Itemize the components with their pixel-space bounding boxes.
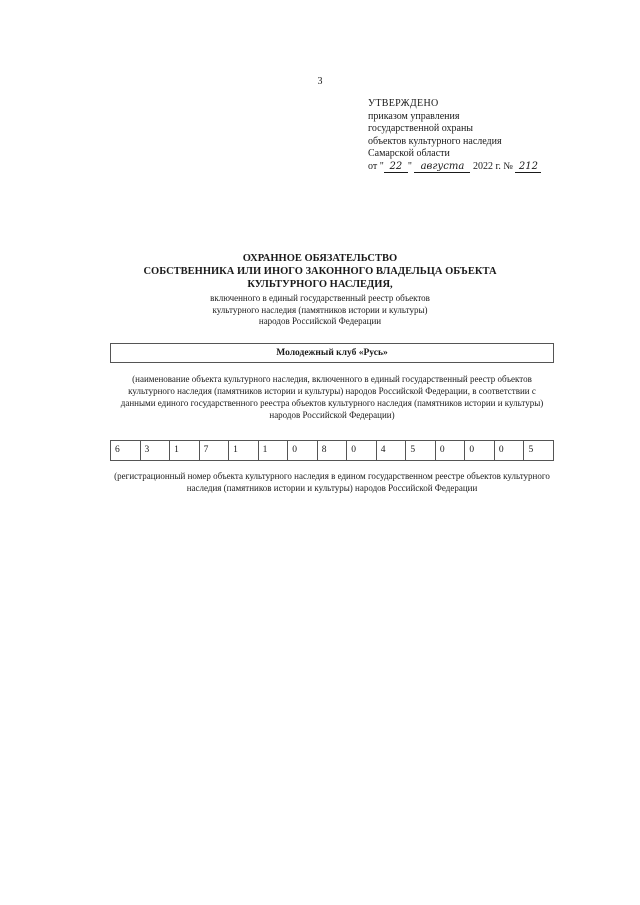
reg-digit-cell: 7 <box>200 441 230 460</box>
approval-line: приказом управления <box>368 110 460 122</box>
handwritten-day: 22 <box>384 162 408 173</box>
page-number: 3 <box>317 76 323 87</box>
handwritten-month: августа <box>414 162 470 173</box>
approval-line: объектов культурного наследия <box>368 135 502 147</box>
object-name-box: Молодежный клуб «Русь» <box>110 343 554 363</box>
object-name-caption: (наименование объекта культурного наследия, включенного в единый государственный реестр объектов культурного наследия (памятников истории и культуры) народов Российской Федерации, в соответствии с данными единого государственного реестра объектов культурного наследия (памятников истории и культуры) народов Российской Федерации) <box>120 374 544 420</box>
reg-digit-cell: 1 <box>259 441 289 460</box>
approval-line: государственной охраны <box>368 123 474 134</box>
year-text: 2022 г. № <box>472 160 513 172</box>
reg-digit-cell: 3 <box>141 441 171 460</box>
subtitle-line: включенного в единый государственный реестр объектов <box>210 293 430 303</box>
subtitle-line: народов Российской Федерации <box>258 316 382 326</box>
reg-digit-cell: 0 <box>465 441 495 460</box>
title-line: ОХРАННОЕ ОБЯЗАТЕЛЬСТВО <box>242 253 398 264</box>
approval-heading: УТВЕРЖДЕНО <box>368 98 439 109</box>
date-prefix: от <box>368 160 378 172</box>
reg-digit-cell: 1 <box>229 441 259 460</box>
title-line: КУЛЬТУРНОГО НАСЛЕДИЯ, <box>247 279 393 290</box>
document-title <box>0 252 640 291</box>
registration-number-caption: (регистрационный номер объекта культурного наследия в едином государственном реестре объектов культурного наследия (памятников истории и культуры) народов Российской Федерации <box>114 471 550 493</box>
approval-line: Самарской области <box>368 148 450 159</box>
document-subtitle <box>0 293 640 328</box>
reg-digit-cell: 4 <box>377 441 407 460</box>
reg-digit-cell: 0 <box>495 441 525 460</box>
handwritten-order-number: 212 <box>515 162 541 173</box>
reg-digit-cell: 6 <box>111 441 141 460</box>
reg-digit-cell: 5 <box>406 441 436 460</box>
reg-digit-cell: 5 <box>528 445 534 455</box>
reg-digit-cell: 0 <box>347 441 377 460</box>
reg-digit-cell: 0 <box>436 441 466 460</box>
approval-date: от " 22 " августа 2022 г. № 212 <box>368 161 598 174</box>
reg-digit-cell: 0 <box>288 441 318 460</box>
title-line: СОБСТВЕННИКА ИЛИ ИНОГО ЗАКОННОГО ВЛАДЕЛЬЦА ОБЪЕКТА <box>143 266 497 277</box>
approval-stamp <box>368 98 598 173</box>
subtitle-line: культурного наследия (памятников истории и культуры) <box>212 304 428 315</box>
reg-digit-cell: 8 <box>318 441 348 460</box>
reg-digit-cell: 1 <box>170 441 200 460</box>
registration-number-grid <box>110 440 554 461</box>
